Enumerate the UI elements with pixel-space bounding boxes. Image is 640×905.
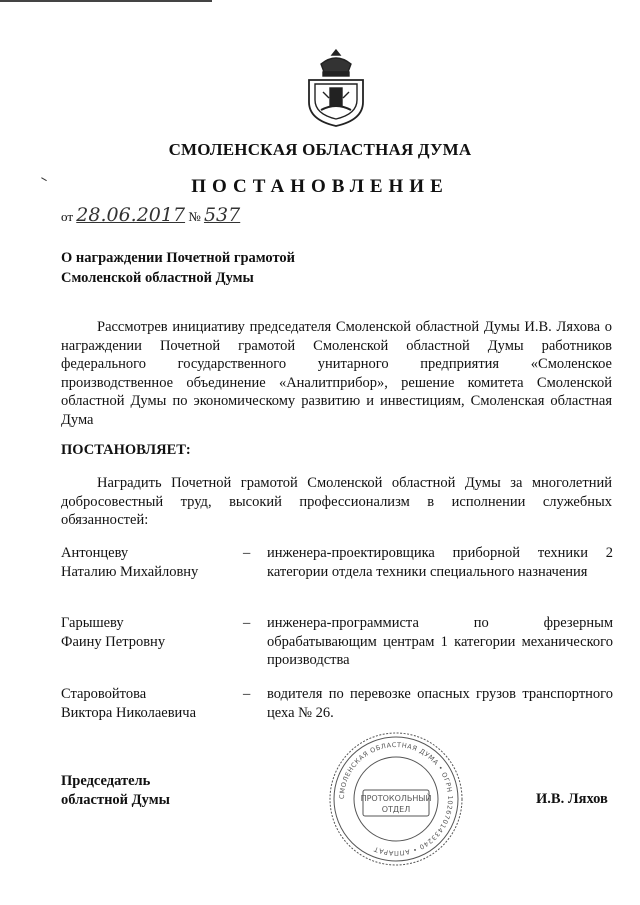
number-label: № [188,209,201,224]
document-type: ПОСТАНОВЛЕНИЕ [191,176,449,197]
awardee-given-names: Фаину Петровну [61,633,166,650]
seal-center-line-2: ОТДЕЛ [381,805,411,814]
awardee-position: инженера-программиста по фрезерным обрабатывающим центрам 1 категории механического производства [267,615,613,668]
document-number: 537 [203,204,241,226]
top-rule [0,0,212,2]
signatory-title [61,772,170,810]
dash-separator: – [243,545,251,561]
coat-of-arms-icon [301,48,371,128]
dash-separator: – [243,686,251,702]
preamble-paragraph: Рассмотрев инициативу председателя Смоленской областной Думы И.В. Ляхова о награждении Почетной грамотой Смоленской областной Думы работников федерального государственного унитарного предприятия «Смоленское производственное объединение «Аналитприбор», решение комитета Смоленской областной Думы по экономическому развитию и инвестициям, Смоленская областная Дума [61,319,612,428]
organization-name: СМОЛЕНСКАЯ ОБЛАСТНАЯ ДУМА [168,140,472,159]
awardee-position: водителя по перевозке опасных грузов транспортного цеха № 26. [267,686,613,721]
awardee-name [61,614,236,651]
signatory-name: И.В. Ляхов [536,791,608,807]
awardee-surname: Старовойтова [61,686,147,702]
subject-line-1: О награждении Почетной грамотой [61,250,296,266]
from-label: от [61,209,74,224]
awardee-name [61,685,236,722]
official-seal-stamp [327,730,465,868]
date-number-line [61,204,240,226]
awardee-position: инженера-проектировщика приборной техники 2 категории отдела техники специального назначения [267,545,613,580]
subject-line-2: Смоленской областной Думы [61,270,254,286]
resolves-heading: ПОСТАНОВЛЯЕТ: [61,442,191,458]
dash-separator: – [243,615,251,631]
awardee-given-names: Виктора Николаевича [61,704,197,721]
award-paragraph: Наградить Почетной грамотой Смоленской областной Думы за многолетний добросовестный труд, высокий профессионализм в исполнении служебных обязанностей: [61,475,612,528]
document-subject [61,248,295,288]
document-date: 28.06.2017 [76,204,186,226]
awardee-name [61,544,236,581]
awardee-surname: Антонцеву [61,545,129,561]
signatory-title-line-1: Председатель [61,773,151,789]
signatory-title-line-2: областной Думы [61,792,170,808]
seal-ring-text: СМОЛЕНСКАЯ ОБЛАСТНАЯ ДУМА • ОГРН 1026701433240 • АППАРАТ [337,740,455,858]
seal-center-line-1: ПРОТОКОЛЬНЫЙ [360,794,432,803]
awardee-surname: Гарышеву [61,615,124,631]
awardee-given-names: Наталию Михайловну [61,563,199,580]
